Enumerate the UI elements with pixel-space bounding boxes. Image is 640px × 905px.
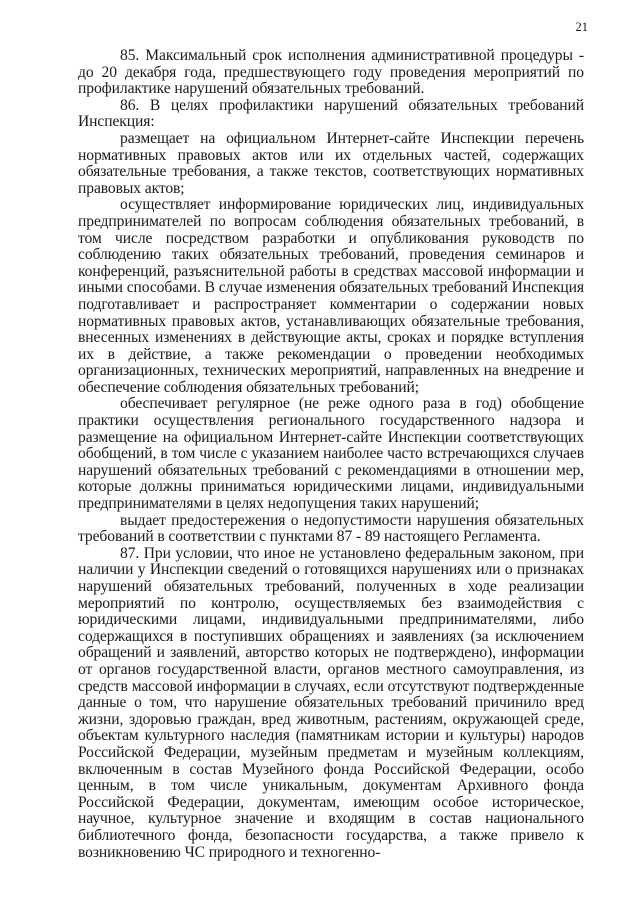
paragraph-86-item-generalize-practice: обеспечивает регулярное (не реже одного раза в год) обобщение практики осуществления регионального государственного надзора и размещение на официальном Интернет-сайте Инспекции соответствующих обобщений, в том числе с указанием наиболее часто встречающихся случаев нарушений обязательных требований с рекомендациями в отношении мер, которые должны приниматься юридическими лицами, индивидуальными предпринимателями в целях недопущения таких нарушений; [78, 395, 584, 513]
page-body [78, 48, 584, 861]
paragraph-86-item-warnings: выдает предостережения о недопустимости нарушения обязательных требований в соответствии с пунктами 87 - 89 настоящего Регламента. [78, 511, 584, 546]
paragraph-86: 86. В целях профилактики нарушений обязательных требований Инспекция: [78, 96, 584, 131]
paragraph-87: 87. При условии, что иное не установлено федеральным законом, при наличии у Инспекции сведений о готовящихся нарушениях или о признаках нарушений обязательных требований, полученных в ходе реализации мероприятий по контролю, осуществляемых без взаимодействия с юридическими лицами, индивидуальными предпринимателями, либо содержащихся в поступивших обращениях и заявлениях (за исключением обращений и заявлений, авторство которых не подтверждено), информации от органов государственной власти, органов местного самоуправления, из средств массовой информации в случаях, если отсутствуют подтвержденные данные о том, что нарушение обязательных требований причинило вред жизни, здоровью граждан, вред животным, растениям, окружающей среде, объектам культурного наследия (памятникам истории и культуры) народов Российской Федерации, музейным предметам и музейным коллекциям, включенным в состав Музейного фонда Российской Федерации, особо ценным, в том числе уникальным, документам Архивного фонда Российской Федерации, документам, имеющим особое историческое, научное, культурное значение и входящим в состав национального библиотечного фонда, безопасности государства, а также привело к возникновению ЧС природного и техногенно- [78, 544, 584, 861]
paragraph-86-item-inform: осуществляет информирование юридических лиц, индивидуальных предпринимателей по вопросам соблюдения обязательных требований, в том числе посредством разработки и опубликования руководств по соблюдению таких обязательных требований, проведения семинаров и конференций, разъяснительной работы в средствах массовой информации и иными способами. В случае изменения обязательных требований Инспекция подготавливает и распространяет комментарии о содержании новых нормативных правовых актов, устанавливающих обязательные требования, внесенных изменениях в действующие акты, сроках и порядке вступления их в действие, а также рекомендации о проведении необходимых организационных, технических мероприятий, направленных на внедрение и обеспечение соблюдения обязательных требований; [78, 196, 584, 396]
paragraph-85: 85. Максимальный срок исполнения административной процедуры - до 20 декабря года, предшествующего году проведения мероприятий по профилактике нарушений обязательных требований. [78, 47, 584, 98]
page-number: 21 [575, 20, 588, 34]
paragraph-86-item-publish-acts: размещает на официальном Интернет-сайте Инспекции перечень нормативных правовых актов или их отдельных частей, содержащих обязательные требования, а также текстов, соответствующих нормативных правовых актов; [78, 129, 584, 197]
